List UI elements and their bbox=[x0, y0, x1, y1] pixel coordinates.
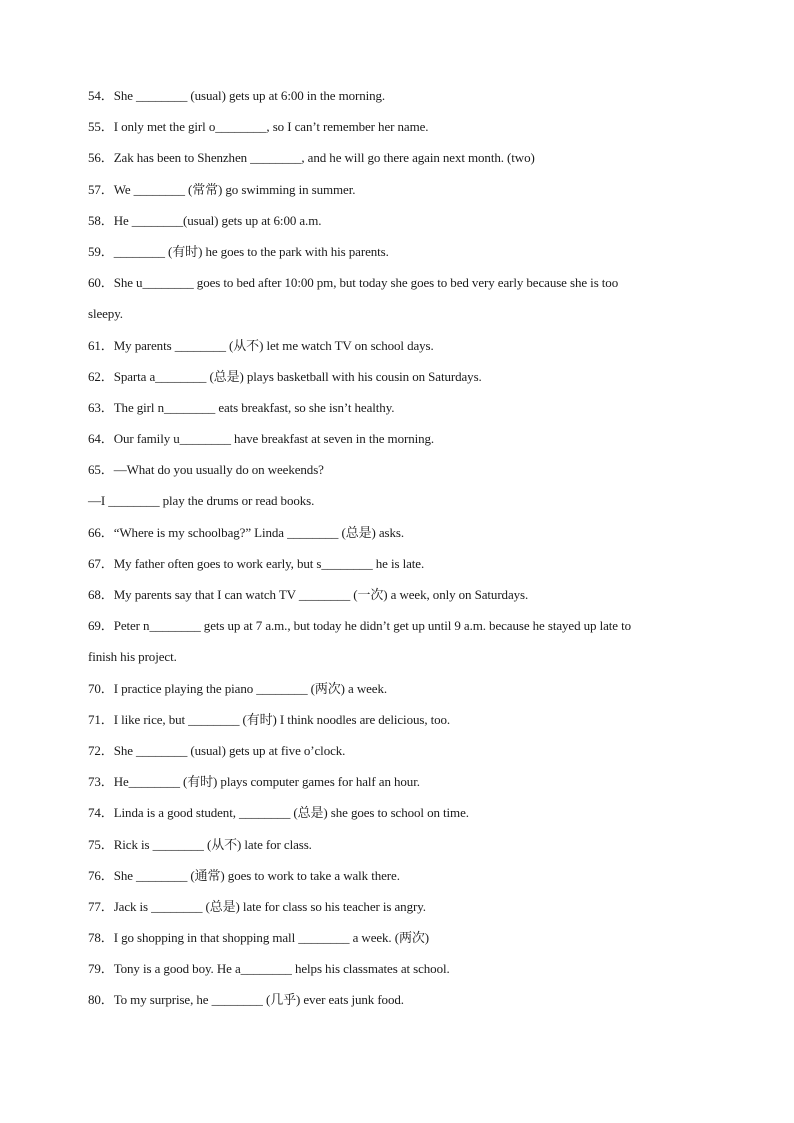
exercise-line-56: 56．Zak has been to Shenzhen ________, and he will go there again next month. (two) bbox=[88, 150, 535, 166]
exercise-line-69-continued: finish his project. bbox=[88, 649, 177, 665]
exercise-line-80: 80．To my surprise, he ________ (几乎) ever eats junk food. bbox=[88, 992, 404, 1008]
exercise-line-76: 76．She ________ (通常) goes to work to take a walk there. bbox=[88, 867, 400, 883]
exercise-line-62: 62．Sparta a________ (总是) plays basketball with his cousin on Saturdays. bbox=[88, 368, 482, 384]
exercise-line-54: 54．She ________ (usual) gets up at 6:00 in the morning. bbox=[88, 88, 386, 103]
exercise-line-74: 74．Linda is a good student, ________ (总是) she goes to school on time. bbox=[88, 805, 469, 821]
exercise-line-70: 70．I practice playing the piano ________ (两次) a week. bbox=[88, 680, 388, 696]
exercise-line-73: 73．He________ (有时) plays computer games for half an hour. bbox=[88, 774, 420, 790]
exercise-line-71: 71．I like rice, but ________ (有时) I think noodles are delicious, too. bbox=[88, 711, 451, 727]
exercise-line-60: 60．She u________ goes to bed after 10:00 pm, but today she goes to bed very early because she is too bbox=[88, 275, 619, 291]
exercise-line-63: 63．The girl n________ eats breakfast, so she isn’t healthy. bbox=[88, 399, 395, 415]
exercise-line-65: 65．—What do you usually do on weekends? bbox=[88, 462, 324, 478]
exercise-line-58: 58．He ________(usual) gets up at 6:00 a.m. bbox=[88, 212, 322, 228]
exercise-line-77: 77．Jack is ________ (总是) late for class so his teacher is angry. bbox=[88, 898, 426, 914]
exercise-line-59: 59．________ (有时) he goes to the park with his parents. bbox=[88, 243, 389, 259]
exercise-line-64: 64．Our family u________ have breakfast at seven in the morning. bbox=[88, 431, 435, 447]
exercise-line-79: 79．Tony is a good boy. He a________ helps his classmates at school. bbox=[88, 961, 450, 977]
exercise-line-65-answer: —I ________ play the drums or read books. bbox=[88, 493, 315, 509]
exercise-line-75: 75．Rick is ________ (从不) late for class. bbox=[88, 836, 312, 852]
exercise-line-57: 57．We ________ (常常) go swimming in summer. bbox=[88, 181, 356, 197]
exercise-line-55: 55．I only met the girl o________, so I can’t remember her name. bbox=[88, 119, 429, 135]
exercise-line-68: 68．My parents say that I can watch TV ________ (一次) a week, only on Saturdays. bbox=[88, 587, 529, 602]
exercise-page bbox=[88, 80, 700, 1016]
exercise-line-66: 66．“Where is my schoolbag?” Linda ________ (总是) asks. bbox=[88, 524, 405, 540]
exercise-line-72: 72．She ________ (usual) gets up at five o’clock. bbox=[88, 742, 346, 758]
exercise-line-67: 67．My father often goes to work early, but s________ he is late. bbox=[88, 555, 425, 571]
exercise-line-61: 61．My parents ________ (从不) let me watch TV on school days. bbox=[88, 337, 434, 353]
exercise-line-69: 69．Peter n________ gets up at 7 a.m., but today he didn’t get up until 9 a.m. because he stayed up late to bbox=[88, 618, 631, 634]
exercise-line-60-continued: sleepy. bbox=[88, 306, 123, 322]
exercise-line-78: 78．I go shopping in that shopping mall ________ a week. (两次) bbox=[88, 930, 429, 946]
